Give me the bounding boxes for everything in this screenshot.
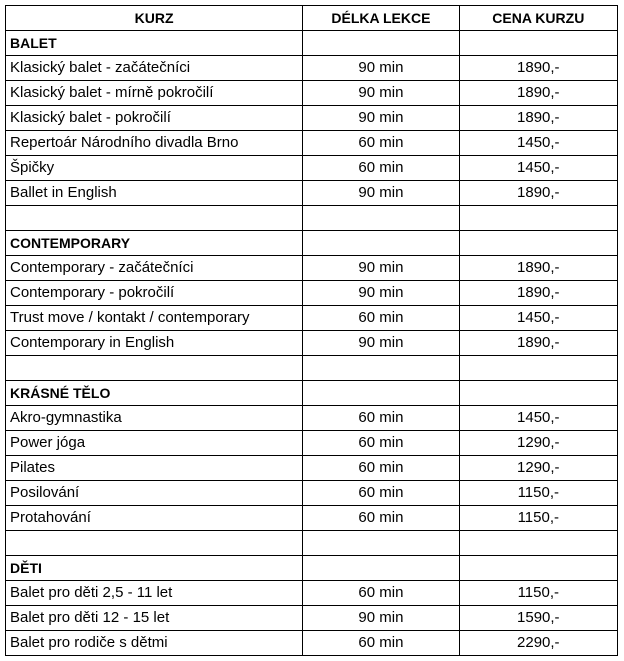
header-course: KURZ (6, 6, 303, 31)
duration-cell: 90 min (303, 331, 459, 356)
table-row (6, 406, 618, 431)
duration-cell: 90 min (303, 256, 459, 281)
course-name-cell: Protahování (6, 506, 303, 531)
duration-cell: 90 min (303, 106, 459, 131)
table-row (6, 481, 618, 506)
duration-cell: 90 min (303, 81, 459, 106)
price-cell: 1150,- (459, 481, 617, 506)
course-name-cell: Klasický balet - mírně pokročilí (6, 81, 303, 106)
section-empty-price (459, 231, 617, 256)
price-cell: 1890,- (459, 331, 617, 356)
section-empty-price (459, 556, 617, 581)
duration-cell: 60 min (303, 581, 459, 606)
table-row (6, 256, 618, 281)
price-cell: 1450,- (459, 131, 617, 156)
table-row (6, 156, 618, 181)
course-price-table (5, 5, 618, 656)
price-cell: 1890,- (459, 106, 617, 131)
empty-cell (303, 531, 459, 556)
duration-cell: 60 min (303, 131, 459, 156)
header-duration: DÉLKA LEKCE (303, 6, 459, 31)
empty-cell (303, 356, 459, 381)
course-name-cell: Contemporary - pokročilí (6, 281, 303, 306)
course-name-cell: Repertoár Národního divadla Brno (6, 131, 303, 156)
duration-cell: 90 min (303, 56, 459, 81)
duration-cell: 60 min (303, 156, 459, 181)
table-row (6, 131, 618, 156)
price-cell: 1150,- (459, 581, 617, 606)
table-body (6, 31, 618, 656)
course-name-cell: Trust move / kontakt / contemporary (6, 306, 303, 331)
price-cell: 1890,- (459, 181, 617, 206)
table-row (6, 331, 618, 356)
duration-cell: 90 min (303, 606, 459, 631)
section-header-row (6, 31, 618, 56)
table-row (6, 631, 618, 656)
table-row (6, 506, 618, 531)
duration-cell: 90 min (303, 281, 459, 306)
table-row (6, 81, 618, 106)
empty-cell (303, 206, 459, 231)
section-title: DĚTI (6, 556, 303, 581)
duration-cell: 60 min (303, 456, 459, 481)
course-name-cell: Contemporary in English (6, 331, 303, 356)
empty-cell (459, 531, 617, 556)
course-name-cell: Ballet in English (6, 181, 303, 206)
course-name-cell: Klasický balet - začátečníci (6, 56, 303, 81)
header-row (6, 6, 618, 31)
spacer-row (6, 356, 618, 381)
price-cell: 1890,- (459, 56, 617, 81)
empty-cell (6, 356, 303, 381)
section-header-row (6, 556, 618, 581)
duration-cell: 60 min (303, 631, 459, 656)
table-row (6, 106, 618, 131)
duration-cell: 90 min (303, 181, 459, 206)
course-name-cell: Balet pro rodiče s dětmi (6, 631, 303, 656)
price-cell: 1890,- (459, 81, 617, 106)
section-title: BALET (6, 31, 303, 56)
price-cell: 1290,- (459, 456, 617, 481)
duration-cell: 60 min (303, 306, 459, 331)
duration-cell: 60 min (303, 506, 459, 531)
section-header-row (6, 231, 618, 256)
empty-cell (459, 356, 617, 381)
section-empty-price (459, 31, 617, 56)
course-name-cell: Power jóga (6, 431, 303, 456)
empty-cell (6, 531, 303, 556)
course-name-cell: Akro-gymnastika (6, 406, 303, 431)
table-row (6, 456, 618, 481)
price-cell: 1890,- (459, 281, 617, 306)
section-empty-duration (303, 556, 459, 581)
price-cell: 1450,- (459, 406, 617, 431)
price-cell: 1150,- (459, 506, 617, 531)
course-name-cell: Posilování (6, 481, 303, 506)
duration-cell: 60 min (303, 481, 459, 506)
header-price: CENA KURZU (459, 6, 617, 31)
course-name-cell: Špičky (6, 156, 303, 181)
table-row (6, 181, 618, 206)
price-cell: 1290,- (459, 431, 617, 456)
course-name-cell: Contemporary - začátečníci (6, 256, 303, 281)
table-row (6, 581, 618, 606)
section-empty-duration (303, 381, 459, 406)
table-row (6, 306, 618, 331)
course-name-cell: Klasický balet - pokročilí (6, 106, 303, 131)
empty-cell (459, 206, 617, 231)
table-row (6, 56, 618, 81)
price-cell: 1590,- (459, 606, 617, 631)
table-row (6, 281, 618, 306)
empty-cell (6, 206, 303, 231)
price-cell: 1450,- (459, 306, 617, 331)
section-title: CONTEMPORARY (6, 231, 303, 256)
table-row (6, 606, 618, 631)
section-header-row (6, 381, 618, 406)
price-cell: 2290,- (459, 631, 617, 656)
course-name-cell: Pilates (6, 456, 303, 481)
spacer-row (6, 206, 618, 231)
course-name-cell: Balet pro děti 2,5 - 11 let (6, 581, 303, 606)
spacer-row (6, 531, 618, 556)
section-empty-duration (303, 31, 459, 56)
price-cell: 1890,- (459, 256, 617, 281)
section-title: KRÁSNÉ TĚLO (6, 381, 303, 406)
section-empty-duration (303, 231, 459, 256)
section-empty-price (459, 381, 617, 406)
table-row (6, 431, 618, 456)
price-cell: 1450,- (459, 156, 617, 181)
duration-cell: 60 min (303, 431, 459, 456)
course-name-cell: Balet pro děti 12 - 15 let (6, 606, 303, 631)
duration-cell: 60 min (303, 406, 459, 431)
